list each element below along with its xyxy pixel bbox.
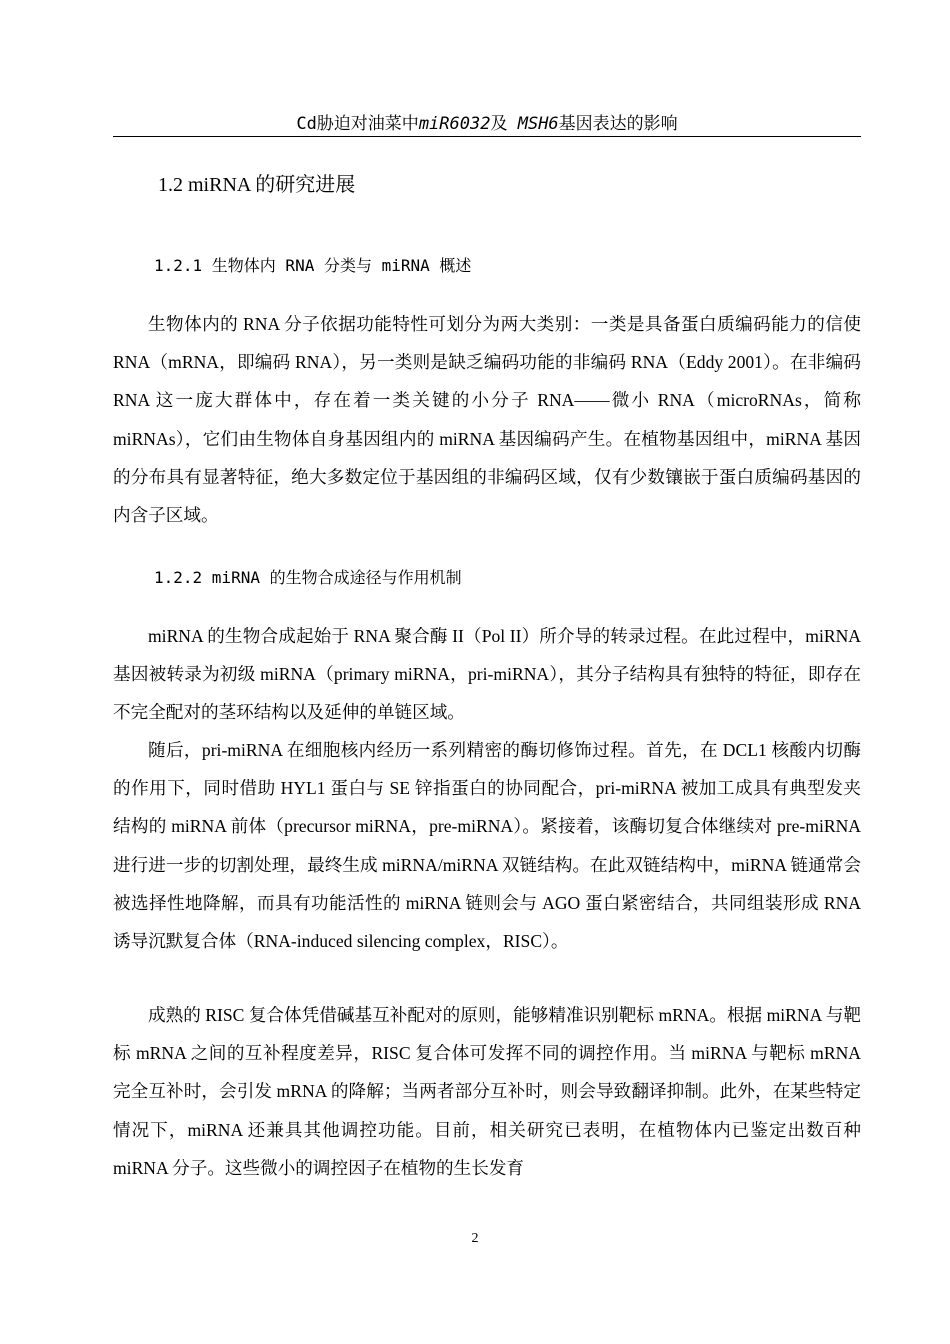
running-header (113, 112, 861, 136)
header-gene-msh6: MSH6 (517, 114, 559, 134)
header-suffix: 基因表达的影响 (558, 114, 678, 134)
paragraph-2: miRNA 的生物合成起始于 RNA 聚合酶 II（Pol II）所介导的转录过程。在此过程中，miRNA 基因被转录为初级 miRNA（primary miRNA，pri-miRNA），其分子结构具有独特的特征，即存在不完全配对的茎环结构以及延伸的单链区域。 (113, 626, 861, 723)
section-title: 1.2 miRNA 的研究进展 (158, 174, 356, 196)
subsection-title-2: 1.2.2 miRNA 的生物合成途径与作用机制 (154, 568, 462, 587)
header-prefix: Cd胁迫对油菜中 (296, 114, 419, 134)
paragraph-3: 随后，pri-miRNA 在细胞核内经历一系列精密的酶切修饰过程。首先，在 DCL1 核酸内切酶的作用下，同时借助 HYL1 蛋白与 SE 锌指蛋白的协同配合，pri-miRNA 被加工成具有典型发夹结构的 miRNA 前体（precursor miRNA，pre-miRNA）。紧接着，该酶切复合体继续对 pre-miRNA 进行进一步的切割处理，最终生成 miRNA/miRNA 双链结构。在此双链结构中，miRNA 链通常会被选择性地降解，而具有功能活性的 miRNA 链则会与 AGO 蛋白紧密结合，共同组装形成 RNA 诱导沉默复合体（RNA-induced silencing complex，RISC）。 (113, 740, 861, 952)
paragraph-1: 生物体内的 RNA 分子依据功能特性可划分为两大类别：一类是具备蛋白质编码能力的信使 RNA（mRNA，即编码 RNA），另一类则是缺乏编码功能的非编码 RNA（Eddy 2001）。在非编码 RNA 这一庞大群体中，存在着一类关键的小分子 RNA——微小 RNA（microRNAs，简称 miRNAs），它们由生物体自身基因组内的 miRNA 基因编码产生。在植物基因组中，miRNA 基因的分布具有显著特征，绝大多数定位于基因组的非编码区域，仅有少数镶嵌于蛋白质编码基因的内含子区域。 (113, 314, 861, 526)
page-number: 2 (471, 1231, 479, 1246)
paragraph-4: 成熟的 RISC 复合体凭借碱基互补配对的原则，能够精准识别靶标 mRNA。根据 miRNA 与靶标 mRNA 之间的互补程度差异，RISC 复合体可发挥不同的调控作用。当 miRNA 与靶标 mRNA 完全互补时，会引发 mRNA 的降解；当两者部分互补时，则会导致翻译抑制。此外，在某些特定情况下，miRNA 还兼具其他调控功能。目前，相关研究已表明，在植物体内已鉴定出数百种 miRNA 分子。这些微小的调控因子在植物的生长发育 (113, 1005, 861, 1178)
header-divider (113, 136, 861, 137)
subsection-title-1: 1.2.1 生物体内 RNA 分类与 miRNA 概述 (154, 256, 472, 275)
header-gene-mir6032: miR6032 (418, 114, 491, 134)
header-middle: 及 (490, 114, 518, 134)
